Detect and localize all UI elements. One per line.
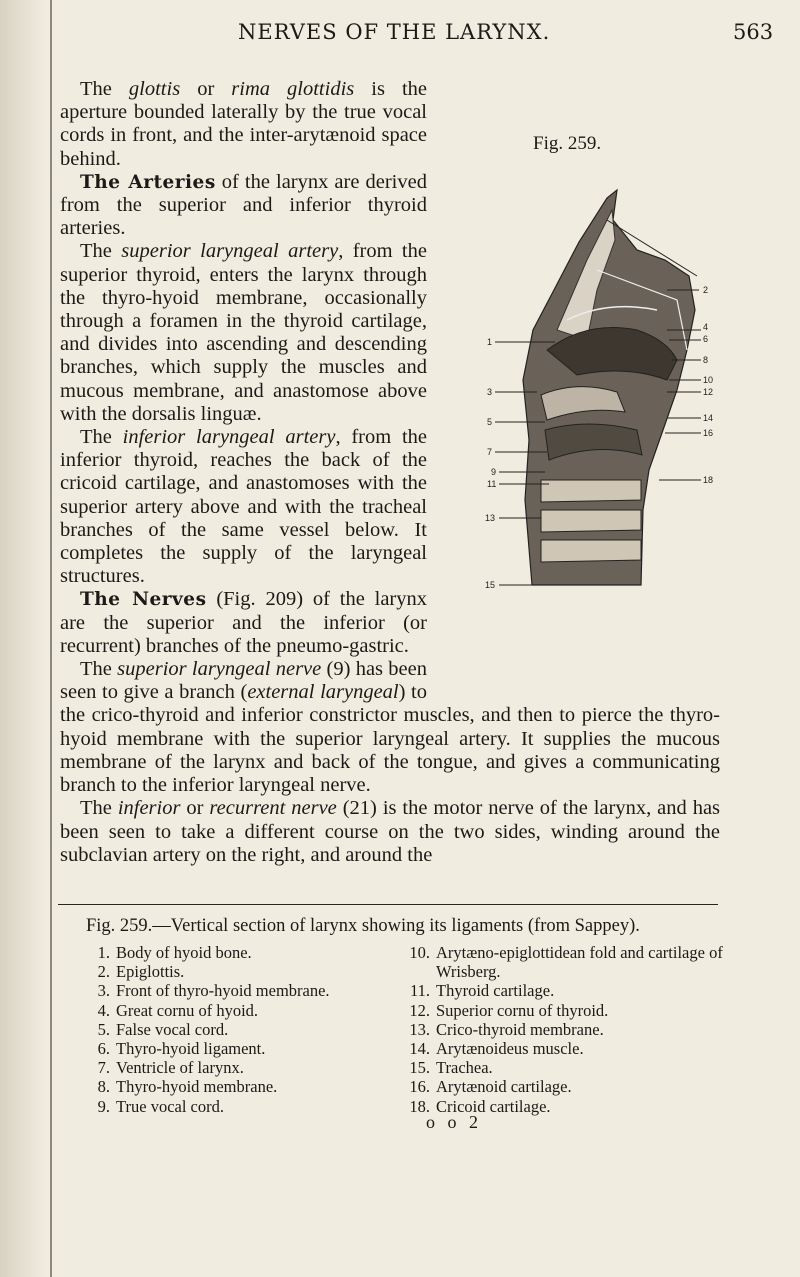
callout-5: 5 — [487, 417, 493, 427]
callout-8: 8 — [703, 355, 709, 365]
legend-number: 6. — [97, 1039, 110, 1059]
legend-item — [88, 943, 388, 962]
callout-16: 16 — [703, 428, 714, 438]
larynx-section-illustration — [437, 180, 742, 600]
callout-14: 14 — [703, 413, 714, 423]
legend-number: 14. — [409, 1039, 430, 1059]
legend-item — [88, 981, 388, 1000]
text-span: is the aperture bounded laterally by the true vocal cords in front, and the inter-arytænoid space behind. — [60, 78, 428, 170]
legend-text: Arytæno-epiglottidean fold and cartilage of Wrisberg. — [436, 943, 723, 982]
callout-6: 6 — [703, 334, 709, 344]
figure-label: Fig. 259. — [533, 133, 602, 154]
text-span: The — [80, 658, 118, 681]
legend-text: Arytænoideus muscle. — [436, 1039, 584, 1059]
term-external-laryngeal: external laryngeal — [247, 681, 399, 704]
figure-259 — [437, 78, 742, 684]
term-recurrent-nerve: recurrent nerve — [209, 797, 337, 820]
legend-item — [88, 1058, 388, 1077]
legend-text: Great cornu of hyoid. — [116, 1000, 259, 1020]
callout-10: 10 — [703, 375, 714, 385]
legend-item — [88, 1097, 388, 1116]
legend-text: True vocal cord. — [116, 1096, 224, 1116]
text-span: or — [180, 797, 210, 820]
legend-item — [88, 962, 388, 981]
legend-number: 9. — [97, 1096, 110, 1116]
legend-number: 8. — [97, 1077, 110, 1097]
term-rima-glottidis: rima glottidis — [231, 78, 355, 100]
legend-number: 11. — [409, 981, 430, 1001]
callout-7: 7 — [487, 447, 493, 457]
callout-11: 11 — [487, 479, 497, 489]
paragraph-recurrent-nerve — [60, 797, 720, 867]
callout-3: 3 — [487, 387, 493, 397]
callout-4: 4 — [703, 322, 709, 332]
legend-number: 7. — [97, 1058, 110, 1078]
legend-text: Front of thyro-hyoid membrane. — [116, 981, 330, 1001]
signature-mark: o o 2 — [426, 1112, 482, 1132]
running-title: NERVES OF THE LARYNX. — [238, 20, 551, 44]
text-span: or — [180, 78, 232, 100]
legend-text: False vocal cord. — [116, 1019, 229, 1039]
text-span: (Fig. 209) of the larynx are the superior and the inferior (or recurrent) branches of the pneumo-gastric. — [60, 588, 427, 657]
callout-13: 13 — [485, 513, 496, 523]
text-span: The — [80, 797, 118, 820]
legend-item — [88, 1001, 388, 1020]
legend-item — [88, 1020, 388, 1039]
legend-text: Epiglottis. — [116, 962, 185, 982]
legend-number: 12. — [409, 1000, 430, 1020]
legend-text: Superior cornu of thyroid. — [436, 1000, 609, 1020]
legend-number: 2. — [97, 962, 110, 982]
legend-number: 1. — [97, 943, 110, 962]
legend-text: Body of hyoid bone. — [116, 943, 252, 962]
legend-item — [408, 981, 738, 1000]
legend-number: 3. — [97, 981, 110, 1001]
binding-gutter — [0, 0, 46, 1277]
binding-edge — [50, 0, 52, 1277]
legend-number: 13. — [409, 1019, 430, 1039]
heading-nerves: The Nerves — [80, 589, 207, 611]
legend-text: Thyro-hyoid membrane. — [116, 1077, 278, 1097]
legend-item — [408, 1077, 738, 1096]
term-superior-laryngeal-nerve: superior laryngeal nerve — [117, 658, 322, 681]
legend-text: Thyro-hyoid ligament. — [116, 1039, 266, 1059]
text-span: of the larynx are derived from the superior and inferior thyroid arteries. — [60, 170, 427, 240]
text-span: , from the inferior thyroid, reaches the back of the cricoid cartilage, and anastomoses with the superior artery above and with the tracheal branches of the same vessel below. It completes the supply of the laryngeal structures. — [60, 426, 427, 588]
text-span: ) to the crico-thyroid and inferior constrictor muscles, and then to pierce the thyro-hyoid membrane with the superior laryngeal artery. It supplies the mucous membrane of the larynx and back of the tongue, and gives a communicating branch to the inferior laryngeal nerve. — [60, 681, 720, 797]
legend-number: 5. — [97, 1019, 110, 1039]
legend-text: Crico-thyroid membrane. — [436, 1019, 604, 1039]
callout-9: 9 — [491, 467, 497, 477]
page-number: 563 — [733, 20, 774, 44]
legend-number: 18. — [409, 1096, 430, 1116]
text-span: The — [80, 426, 123, 449]
legend-number: 4. — [97, 1000, 110, 1020]
callout-2: 2 — [703, 285, 709, 295]
footnote-rule — [58, 904, 718, 905]
legend-number: 16. — [409, 1077, 430, 1097]
legend-item — [408, 1039, 738, 1058]
heading-arteries: The Arteries — [80, 171, 216, 193]
callout-18: 18 — [703, 475, 714, 485]
legend-item — [408, 1058, 738, 1077]
legend-text: Cricoid cartilage. — [436, 1096, 551, 1116]
text-span: (9) has been seen to give a branch ( — [60, 658, 427, 704]
legend-item — [88, 1077, 388, 1096]
term-glottis: glottis — [128, 78, 181, 100]
legend-item — [88, 1039, 388, 1058]
callout-1: 1 — [487, 337, 493, 347]
legend-item — [408, 1001, 738, 1020]
figure-caption: Fig. 259.—Vertical section of larynx showing its ligaments (from Sappey). — [86, 916, 640, 936]
term-inferior: inferior — [117, 797, 181, 820]
legend-column-left — [88, 943, 388, 1116]
legend-text: Thyroid cartilage. — [436, 981, 555, 1001]
callout-15: 15 — [485, 580, 496, 590]
text-span: (21) is the motor nerve of the larynx, and has been seen to take a different course on the two sides, winding around the subclavian artery on the right, and around the — [60, 797, 721, 866]
legend-item — [408, 1020, 738, 1039]
body-text — [60, 78, 720, 867]
running-head — [0, 18, 800, 48]
legend-number: 15. — [409, 1058, 430, 1078]
legend-text: Trachea. — [436, 1058, 493, 1078]
legend-item — [408, 943, 738, 981]
legend-text: Ventricle of larynx. — [116, 1058, 244, 1078]
term-inferior-laryngeal-artery: inferior laryngeal artery — [122, 426, 336, 449]
text-span: The — [80, 240, 122, 263]
text-span: , from the superior thyroid, enters the larynx through the thyro-hyoid membrane, occasionally through a foramen in the thyroid cartilage, and divides into ascending and descending branches, which supply the muscles and mucous membrane, and anastomose above with the dorsalis linguæ. — [60, 240, 427, 425]
legend-column-right — [408, 943, 738, 1116]
legend-text: Arytænoid cartilage. — [436, 1077, 572, 1097]
paragraph-glottis: The glottis or rima glottidis is the aperture bounded laterally by the true vocal cords in front, and the inter-arytænoid space behind. — [60, 78, 428, 170]
term-superior-laryngeal-artery: superior laryngeal artery — [121, 240, 339, 263]
legend-number: 10. — [409, 943, 430, 962]
callout-12: 12 — [703, 387, 714, 397]
